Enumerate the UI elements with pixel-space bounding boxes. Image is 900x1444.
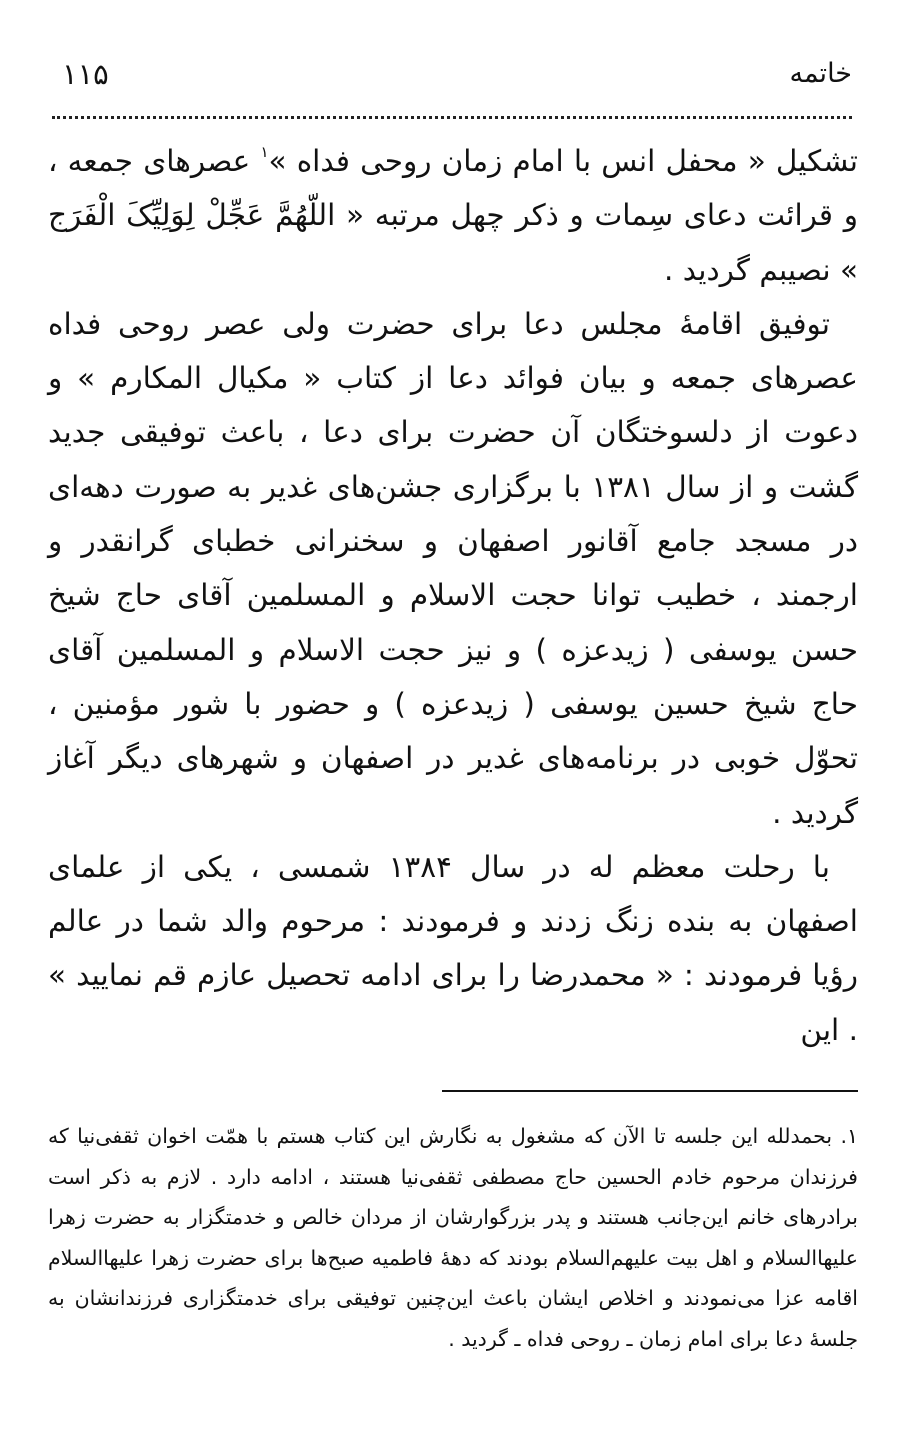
main-text [48, 134, 858, 1057]
paragraph-1-text: تشکیل « محفل انس با امام زمان روحی فداه » [268, 144, 858, 178]
footnote [48, 1116, 858, 1359]
footnote-text: ۱. بحمدلله این جلسه تا الآن که مشغول به نگارش این کتاب هستم با همّت اخوان ثقفی‌نیا که فرزندان مرحوم خادم الحسین حاج مصطفی ثقفی‌نیا هستند ، ادامه دارد . لازم به ذکر است برادرهای خانم این‌جانب هستند و پدر بزرگوارشان از مردان خالص و خدمتگزار به حضرت زهرا علیهاالسلام و اهل بیت علیهم‌السلام بودند که دهۀ فاطمیه صبح‌ها برای حضرت زهرا علیهاالسلام اقامه عزا می‌نمودند و اخلاص ایشان باعث این‌چنین توفیقی برای خدمتگزاری فرزندانشان به جلسۀ دعا برای امام زمان ـ روحی فداه ـ گردید . [48, 1124, 858, 1351]
paragraph-2: توفیق اقامۀ مجلس دعا برای حضرت ولی عصر روحی فداه عصرهای جمعه و بیان فوائد دعا از کتاب « مکیال المکارم » و دعوت از دلسوختگان آن حضرت برای دعا ، باعث توفیقی جدید گشت و از سال ۱۳۸۱ با برگزاری جشن‌های غدیر به صورت دهه‌ای در مسجد جامع آقانور اصفهان و سخنرانی خطبای گرانقدر و ارجمند ، خطیب توانا حجت الاسلام و المسلمین آقای حاج شیخ حسن یوسفی ( زیدعزه ) و نیز حجت الاسلام و المسلمین آقای حاج شیخ حسین یوسفی ( زیدعزه ) و حضور با شور مؤمنین ، تحوّل خوبی در برنامه‌های غدیر در اصفهان و شهرهای دیگر آغاز گردید . [48, 306, 858, 830]
footnote-divider [442, 1090, 858, 1092]
chapter-title: خاتمه [789, 58, 852, 89]
paragraph-1 [48, 134, 858, 297]
page-header [52, 52, 852, 96]
header-dotted-divider [52, 116, 852, 119]
paragraph-1-text-cont: عصرهای جمعه ، و قرائت دعای سِمات و ذکر چهل مرتبه « اللّهُمَّ عَجِّلْ لِوَلِیِّکَ الْفَرَج » نصیبم گردید . [48, 144, 858, 287]
paragraph-3: با رحلت معظم له در سال ۱۳۸۴ شمسی ، یکی از علمای اصفهان به بنده زنگ زدند و فرمودند : مرحوم والد شما در عالم رؤیا فرمودند : « محمدرضا را برای ادامه تحصیل عازم قم نمایید » . این [48, 849, 858, 1047]
footnote-reference: ۱ [260, 143, 269, 161]
page-number: ۱۱۵ [62, 57, 109, 91]
